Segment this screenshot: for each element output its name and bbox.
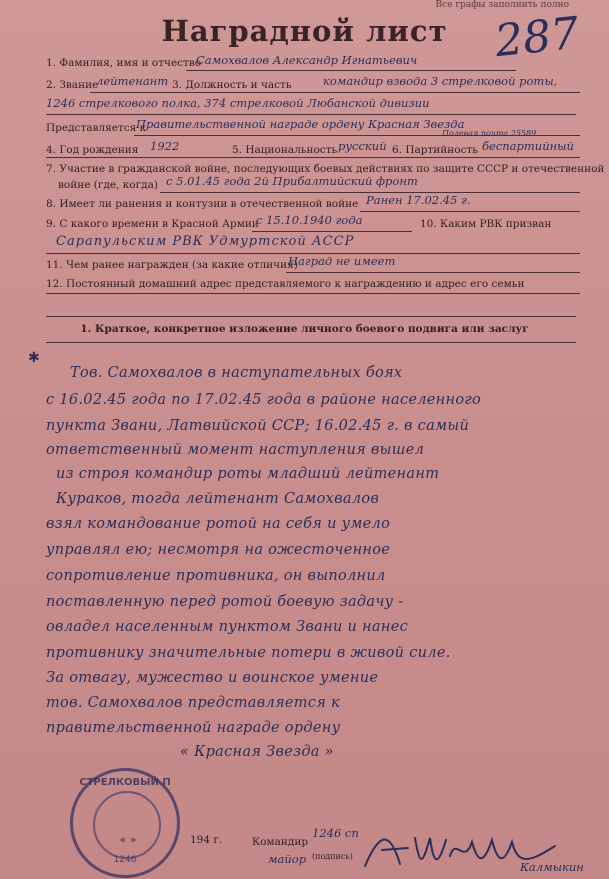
story-line: правительственной награде ордену [46, 720, 341, 736]
field-army-since-line [252, 231, 412, 232]
story-line: тов. Самохвалов представляется к [46, 695, 340, 711]
field-position-line-2 [46, 114, 576, 115]
field-army-since-value: с 15.10.1940 года [256, 213, 363, 227]
story-line: ответственный момент наступления вышел [46, 442, 425, 458]
field-army-since-label: 9. С какого времени в Красной Армии [46, 218, 259, 230]
story-line: взял командование ротой на себя и умело [46, 516, 391, 532]
field-wounds-label: 8. Имеет ли ранения и контузии в отечественной войне [46, 198, 359, 210]
footer-date-label: 194 г. [190, 834, 223, 846]
field-rvk-label: 10. Каким РВК призван [420, 218, 552, 230]
field-presented-note: Полевая почта 25589 [442, 129, 537, 138]
story-line: поставленную перед ротой боевую задачу - [46, 594, 404, 610]
story-line: управлял ею; несмотря на ожесточенное [46, 542, 391, 558]
story-line: За отвагу, мужество и воинское умение [46, 670, 379, 686]
story-line: сопротивление противника, он выполнил [46, 568, 386, 584]
field-presented-label: Представляется к [46, 122, 147, 134]
field-participation-label-b: войне (где, когда) [58, 179, 158, 191]
stamp-text: СТРЕЛКОВЫЙ П [79, 777, 171, 788]
story-line: « Красная Звезда » [180, 744, 334, 760]
section-title: 1. Краткое, конкретное изложение личного боевого подвига или заслуг [80, 323, 529, 335]
field-birthyear-label: 4. Год рождения [46, 144, 139, 156]
field-party-label: 6. Партийность [392, 144, 479, 156]
footer-commander-value: 1246 сп [312, 826, 359, 840]
field-rank-label: 2. Звание [46, 79, 99, 91]
field-position-value-a: командир взвода 3 стрелковой роты, [323, 74, 558, 88]
field-address-label: 12. Постоянный домашний адрес представляемого к награждению и адрес его семьи [46, 278, 525, 290]
unit-stamp [70, 768, 180, 878]
field-position-line [90, 92, 580, 93]
footer-rank-value: майор [268, 852, 307, 866]
document-title: Наградной лист [161, 14, 448, 48]
field-row4-line [46, 157, 580, 158]
field-wounds-line [360, 211, 580, 212]
story-line: Тов. Самохвалов в наступательных боях [70, 365, 403, 381]
field-previous-awards-label: 11. Чем ранее награжден (за какие отличия) [46, 259, 298, 271]
field-rank-value: лейтенант [96, 74, 169, 88]
stamp-number: 1246 [113, 855, 137, 865]
field-rvk-value: Сарапульским РВК Удмуртской АССР [56, 234, 355, 249]
footer-commander-label: Командир [252, 836, 309, 848]
footer-date-value: « » [120, 834, 137, 846]
commander-signature [360, 826, 560, 874]
footer-name-value: Калмыкин [520, 860, 584, 874]
field-presented-value: Правительственной награде ордену Красная Звезда [136, 117, 465, 131]
stamp-emblem-icon [93, 791, 161, 859]
section-divider-bottom [46, 342, 576, 343]
paragraph-mark-icon: ✱ [28, 350, 40, 366]
field-name-line [186, 70, 516, 71]
field-address-line [46, 293, 580, 294]
field-previous-awards-value: Наград не имеет [288, 254, 396, 268]
story-line: Кураков, тогда лейтенант Самохвалов [56, 491, 380, 507]
story-line: с 16.02.45 года по 17.02.45 года в районе населенного [46, 392, 482, 408]
record-number: 287 [492, 7, 582, 68]
field-party-value: беспартийный [482, 139, 574, 153]
field-nationality-value: русский [338, 139, 387, 153]
top-note: Все графы заполнить полно [435, 0, 569, 10]
field-nationality-label: 5. Национальность [232, 144, 338, 156]
story-line: пункта Звани, Латвийской ССР; 16.02.45 г. в самый [46, 418, 470, 434]
footer-signature-label: (подпись) [312, 852, 353, 861]
field-name-value: Самохвалов Александр Игнатьевич [196, 53, 418, 67]
field-participation-label-a: 7. Участие в гражданской войне, последующих боевых действиях по защите СССР и отечественной [46, 163, 605, 175]
story-line: из строя командир роты младший лейтенант [56, 466, 440, 482]
field-participation-value: с 5.01.45 года 2й Прибалтийский фронт [166, 174, 418, 188]
field-previous-awards-line [286, 272, 580, 273]
field-position-value-b: 1246 стрелкового полка, 374 стрелковой Любанской дивизии [46, 96, 430, 110]
field-position-label: 3. Должность и часть [172, 79, 292, 91]
field-wounds-value: Ранен 17.02.45 г. [366, 193, 471, 207]
story-line: противнику значительные потери в живой силе. [46, 645, 451, 661]
section-divider-top [46, 316, 576, 317]
story-line: овладел населенным пунктом Звани и нанес [46, 619, 408, 635]
field-name-label: 1. Фамилия, имя и отчество [46, 57, 202, 69]
field-birthyear-value: 1922 [150, 139, 180, 153]
